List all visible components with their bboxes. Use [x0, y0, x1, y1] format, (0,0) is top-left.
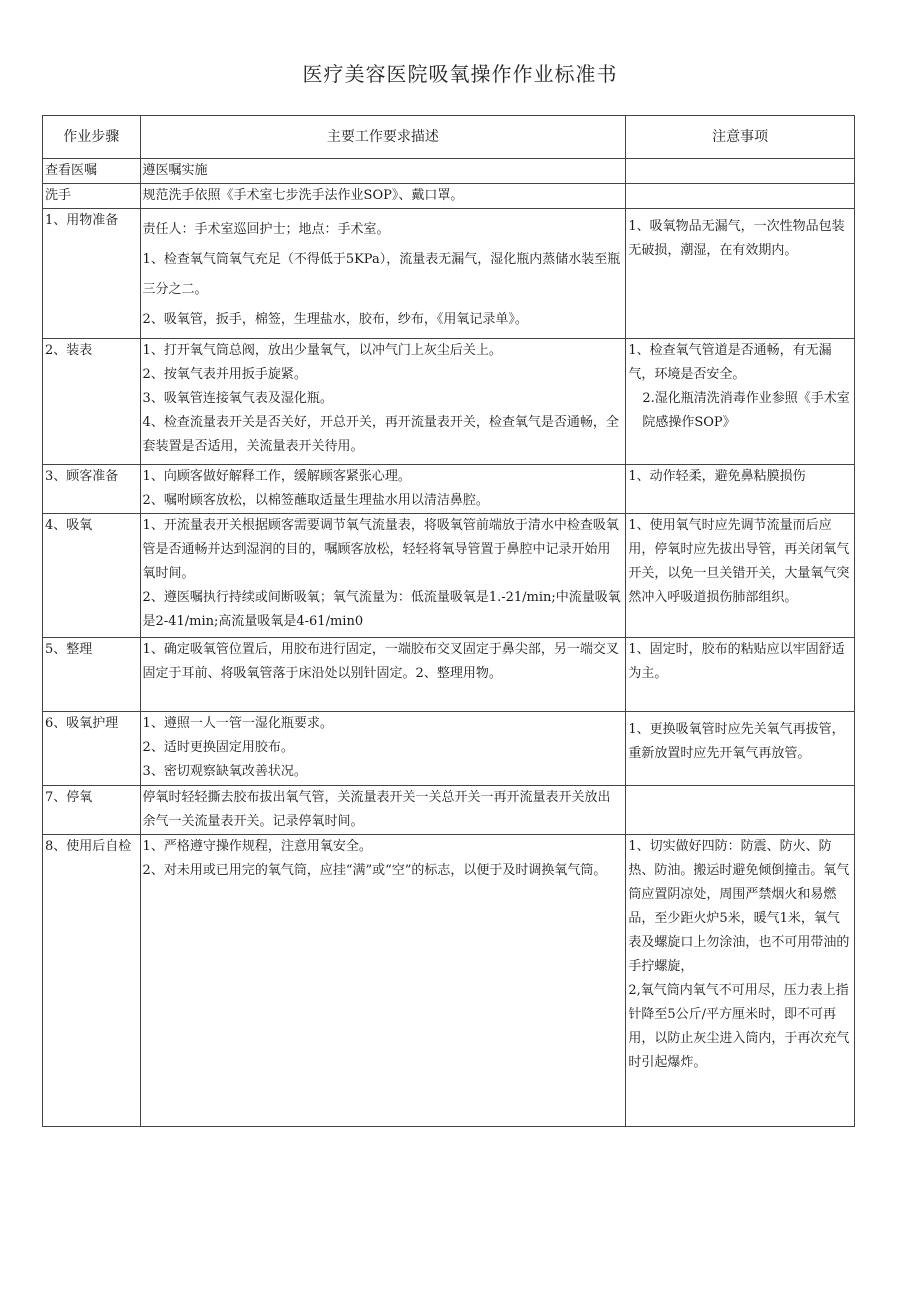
desc-line: 1、打开氧气筒总阀，放出少量氧气，以冲气门上灰尘后关上。: [142, 343, 502, 358]
desc-cell: [140, 835, 626, 1127]
sop-table: [42, 115, 855, 1127]
table-row: [43, 465, 855, 514]
table-row: [43, 184, 855, 209]
step-cell: 6、吸氧护理: [43, 712, 141, 786]
step-cell: 洗手: [43, 184, 141, 209]
table-row: [43, 339, 855, 465]
notes-cell: [626, 786, 855, 835]
notes-cell: [626, 159, 855, 184]
desc-line: 停氧时轻轻撕去胶布拔出氧气管，关流量表开关一关总开关一再开流量表开关放出余气一关流量表开关。记录停氧时间。: [142, 790, 611, 829]
desc-line: 2、按氧气表并用扳手旋紧。: [142, 367, 307, 382]
desc-cell: [140, 638, 626, 712]
desc-cell: [140, 514, 626, 638]
desc-line: 1、向顾客做好解释工作，缓解顾客紧张心理。: [142, 469, 411, 484]
desc-cell: [140, 184, 626, 209]
note-line: 1、使用氧气时应先调节流量而后应用，停氧时应先拔出导管，再关闭氧气开关，以免一旦关错开关，大量氧气突然冲入呼吸道损伤肺部组织。: [628, 518, 850, 605]
desc-line: 3、吸氧管连接氧气表及湿化瓶。: [142, 391, 333, 406]
note-line: 1、吸氧物品无漏气，一次性物品包装无破损，潮湿，在有效期内。: [628, 219, 845, 258]
step-cell: 1、用物准备: [43, 209, 141, 339]
notes-cell: [626, 209, 855, 339]
desc-cell: [140, 339, 626, 465]
table-row: [43, 209, 855, 339]
table-row: [43, 835, 855, 1127]
note-line: 1、动作轻柔，避免鼻粘膜损伤: [628, 469, 806, 484]
note-line: 1、固定时，胶布的粘贴应以牢固舒适为主。: [628, 642, 845, 681]
desc-line: 规范洗手依照《手术室七步洗手法作业SOP》、戴口罩。: [142, 188, 464, 203]
desc-line: 2、嘱咐顾客放松，以棉签蘸取适量生理盐水用以清洁鼻腔。: [142, 493, 489, 508]
table-row: [43, 786, 855, 835]
desc-cell: [140, 209, 626, 339]
step-cell: 4、吸氧: [43, 514, 141, 638]
table-header-row: [43, 116, 855, 159]
step-cell: 3、顾客准备: [43, 465, 141, 514]
note-line: 2.湿化瓶清洗消毒作业参照《手术室院感操作SOP》: [642, 391, 850, 430]
desc-line: 2、吸氧管，扳手，棉签，生理盐水，胶布，纱布，《用氧记录单》。: [142, 312, 528, 327]
note-line: 2,氧气筒内氧气不可用尽，压力表上指针降至5公斤/平方厘米时，即不可再用，以防止灰尘进入筒内，于再次充气时引起爆炸。: [628, 983, 850, 1070]
step-cell: 7、停氧: [43, 786, 141, 835]
table-row: [43, 638, 855, 712]
notes-cell: [626, 339, 855, 465]
step-cell: 8、使用后自检: [43, 835, 141, 1127]
desc-line: 1、检查氧气筒氧气充足（不得低于5KPa），流量表无漏气，湿化瓶内蒸储水装至瓶三分之二。: [142, 252, 621, 297]
desc-line: 3、密切观察缺氧改善状况。: [142, 764, 307, 779]
header-description: 主要工作要求描述: [140, 116, 626, 159]
desc-line: 2、对未用或已用完的氧气筒，应挂“满”或“空”的标志，以便于及时调换氧气筒。: [142, 863, 607, 878]
desc-line: 遵医嘱实施: [142, 163, 208, 178]
step-cell: 2、装表: [43, 339, 141, 465]
notes-cell: [626, 465, 855, 514]
table-row: [43, 712, 855, 786]
header-notes: 注意事项: [626, 116, 855, 159]
page-title: 医疗美容医院吸氧操作作业标准书: [302, 62, 618, 86]
notes-cell: [626, 835, 855, 1127]
table-row: [43, 159, 855, 184]
step-cell: 查看医嘱: [43, 159, 141, 184]
notes-cell: [626, 638, 855, 712]
desc-cell: [140, 712, 626, 786]
desc-line: 1、遵照一人一管一湿化瓶要求。: [142, 716, 333, 731]
desc-line: 1、开流量表开关根据顾客需要调节氧气流量表，将吸氧管前端放于清水中检查吸氧管是否通畅并达到湿润的目的，嘱顾客放松，轻轻将氧导管置于鼻腔中记录开始用氧时间。: [142, 518, 619, 581]
note-line: 1、切实做好四防：防震、防火、防热、防油。搬运时避免倾倒撞击。氧气筒应置阴凉处，周围严禁烟火和易燃品，至少距火炉5米，暖气1米，氧气表及螺旋口上勿涂油，也不可用带油的手拧螺旋，: [628, 839, 850, 974]
desc-line: 责任人：手术室巡回护士；地点：手术室。: [142, 222, 390, 237]
table-row: [43, 514, 855, 638]
notes-cell: [626, 184, 855, 209]
desc-cell: [140, 465, 626, 514]
note-line: 1、检查氧气管道是否通畅，有无漏气，环境是否安全。: [628, 343, 832, 382]
desc-line: 4、检查流量表开关是否关好，开总开关，再开流量表开关，检查氧气是否通畅，全套装置是否适用，关流量表开关待用。: [142, 415, 619, 454]
desc-line: 1、确定吸氧管位置后，用胶布进行固定，一端胶布交叉固定于鼻尖部，另一端交叉固定于耳前、将吸氧管落于床沿处以别针固定。2、整理用物。: [142, 642, 619, 681]
notes-cell: [626, 514, 855, 638]
desc-line: 2、遵医嘱执行持续或间断吸氧；氧气流量为：低流量吸氧是1.-21∕min;中流量吸氧是2-41∕min;高流量吸氧是4-61∕min0: [142, 590, 621, 629]
header-step: 作业步骤: [43, 116, 141, 159]
desc-line: 2、适时更换固定用胶布。: [142, 740, 294, 755]
note-line: 1、更换吸氧管时应先关氧气再拔管，重新放置时应先开氧气再放管。: [628, 722, 845, 761]
desc-line: 1、严格遵守操作规程，注意用氧安全。: [142, 839, 372, 854]
desc-cell: [140, 786, 626, 835]
step-cell: 5、整理: [43, 638, 141, 712]
desc-cell: [140, 159, 626, 184]
notes-cell: [626, 712, 855, 786]
